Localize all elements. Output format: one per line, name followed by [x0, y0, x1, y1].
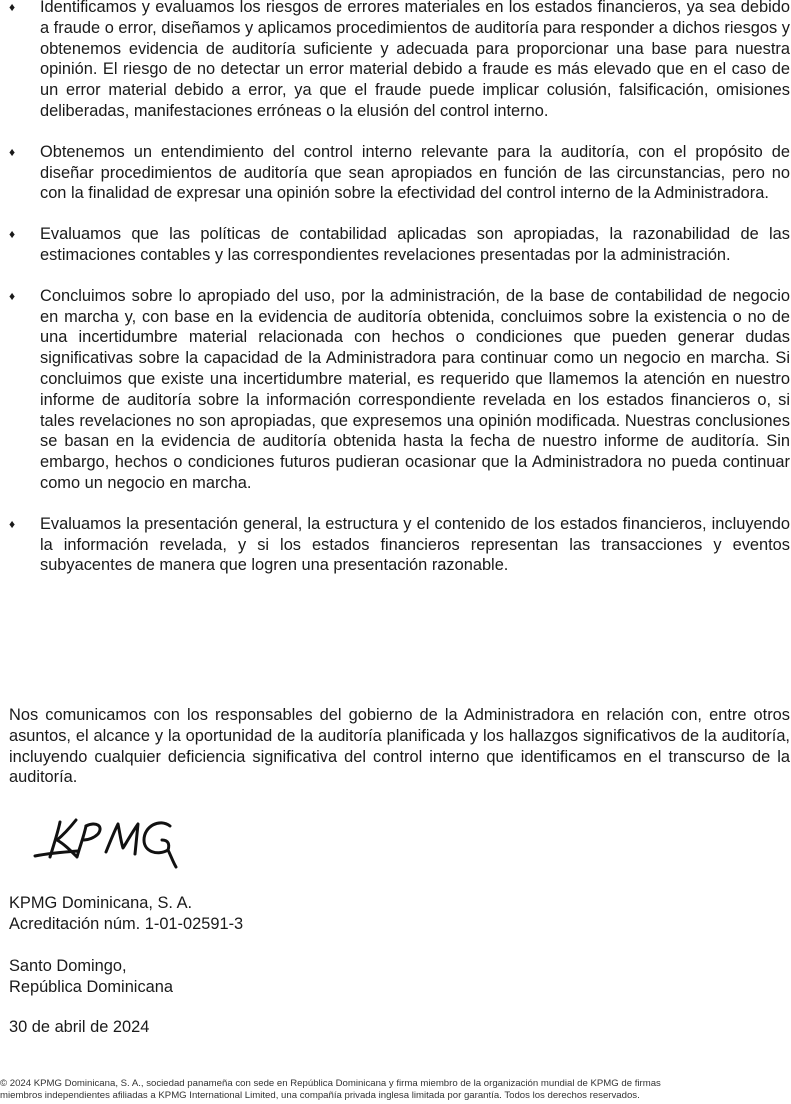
location-block: [9, 956, 173, 998]
bullet-list: [9, 0, 790, 596]
footer-line-1: © 2024 KPMG Dominicana, S. A., sociedad panameña con sede en República Dominicana y firma miembro de la organización mundial de KPMG de firmas: [0, 1078, 661, 1089]
diamond-bullet-icon: ♦: [9, 288, 16, 303]
bullet-item-risk-identification: [9, 0, 790, 122]
copyright-footer: [0, 1078, 791, 1102]
bullet-text: Evaluamos la presentación general, la estructura y el contenido de los estados financieros, incluyendo la información revelada, y si los estados financieros representan las transacciones y eventos subyacentes de manera que logren una presentación razonable.: [40, 514, 790, 575]
bullet-text: Evaluamos que las políticas de contabilidad aplicadas son apropiadas, la razonabilidad de las estimaciones contables y las correspondientes revelaciones presentadas por la administración.: [40, 225, 790, 264]
bullet-item-going-concern: [9, 286, 790, 494]
diamond-bullet-icon: ♦: [9, 227, 16, 242]
location-city: Santo Domingo,: [9, 957, 127, 975]
bullet-item-overall-presentation: [9, 514, 790, 576]
bullet-item-internal-control: [9, 142, 790, 204]
bullet-item-accounting-policies: [9, 224, 790, 266]
closing-paragraph: Nos comunicamos con los responsables del gobierno de la Administradora en relación con, entre otros asuntos, el alcance y la oportunidad de la auditoría planificada y los hallazgos significativos de la auditoría, incluyendo cualquier deficiencia significativa del control interno que identificamos en el transcurso de la auditoría.: [9, 706, 790, 787]
diamond-bullet-icon: ♦: [9, 516, 16, 531]
firm-block: [9, 893, 243, 935]
location-country: República Dominicana: [9, 978, 173, 996]
report-date: 30 de abril de 2024: [9, 1018, 150, 1036]
diamond-bullet-icon: ♦: [9, 144, 16, 159]
bullet-text: Concluimos sobre lo apropiado del uso, por la administración, de la base de contabilidad de negocio en marcha y, con base en la evidencia de auditoría obtenida, concluimos sobre la existencia o no de una incertidumbre material relacionada con hechos o condiciones que pueden generar dudas significativas sobre la capacidad de la Administradora para continuar como un negocio en marcha. Si concluimos que existe una incertidumbre material, es requerido que llamemos la atención en nuestro informe de auditoría sobre la información correspondiente revelada en los estados financieros o, si tales revelaciones no son apropiadas, que expresemos una opinión modificada. Nuestras conclusiones se basan en la evidencia de auditoría obtenida hasta la fecha de nuestro informe de auditoría. Sin embargo, hechos o condiciones futuros pudieran ocasionar que la Administradora no pueda continuar como un negocio en marcha.: [40, 286, 790, 492]
firm-name: KPMG Dominicana, S. A.: [9, 894, 193, 912]
bullet-text: Identificamos y evaluamos los riesgos de errores materiales en los estados financieros, ya sea debido a fraude o error, diseñamos y aplicamos procedimientos de auditoría para responder a dichos riesgos y obtenemos evidencia de auditoría suficiente y adecuada para proporcionar una base para nuestra opinión. El riesgo de no detectar un error material debido a fraude es más elevado que en el caso de un error material debido a error, ya que el fraude puede implicar colusión, falsificación, omisiones deliberadas, manifestaciones erróneas o la elusión del control interno.: [40, 0, 790, 120]
firm-accreditation: Acreditación núm. 1-01-02591-3: [9, 915, 244, 933]
diamond-bullet-icon: ♦: [9, 0, 16, 14]
bullet-text: Obtenemos un entendimiento del control interno relevante para la auditoría, con el propósito de diseñar procedimientos de auditoría que sean apropiados en función de las circunstancias, pero no con la finalidad de expresar una opinión sobre la efectividad del control interno de la Administradora.: [40, 142, 790, 203]
handwritten-signature-icon: [30, 812, 190, 870]
footer-line-2: miembros independientes afiliadas a KPMG International Limited, una compañía privada inglesa limitada por garantía. Todos los derechos reservados.: [0, 1090, 640, 1101]
